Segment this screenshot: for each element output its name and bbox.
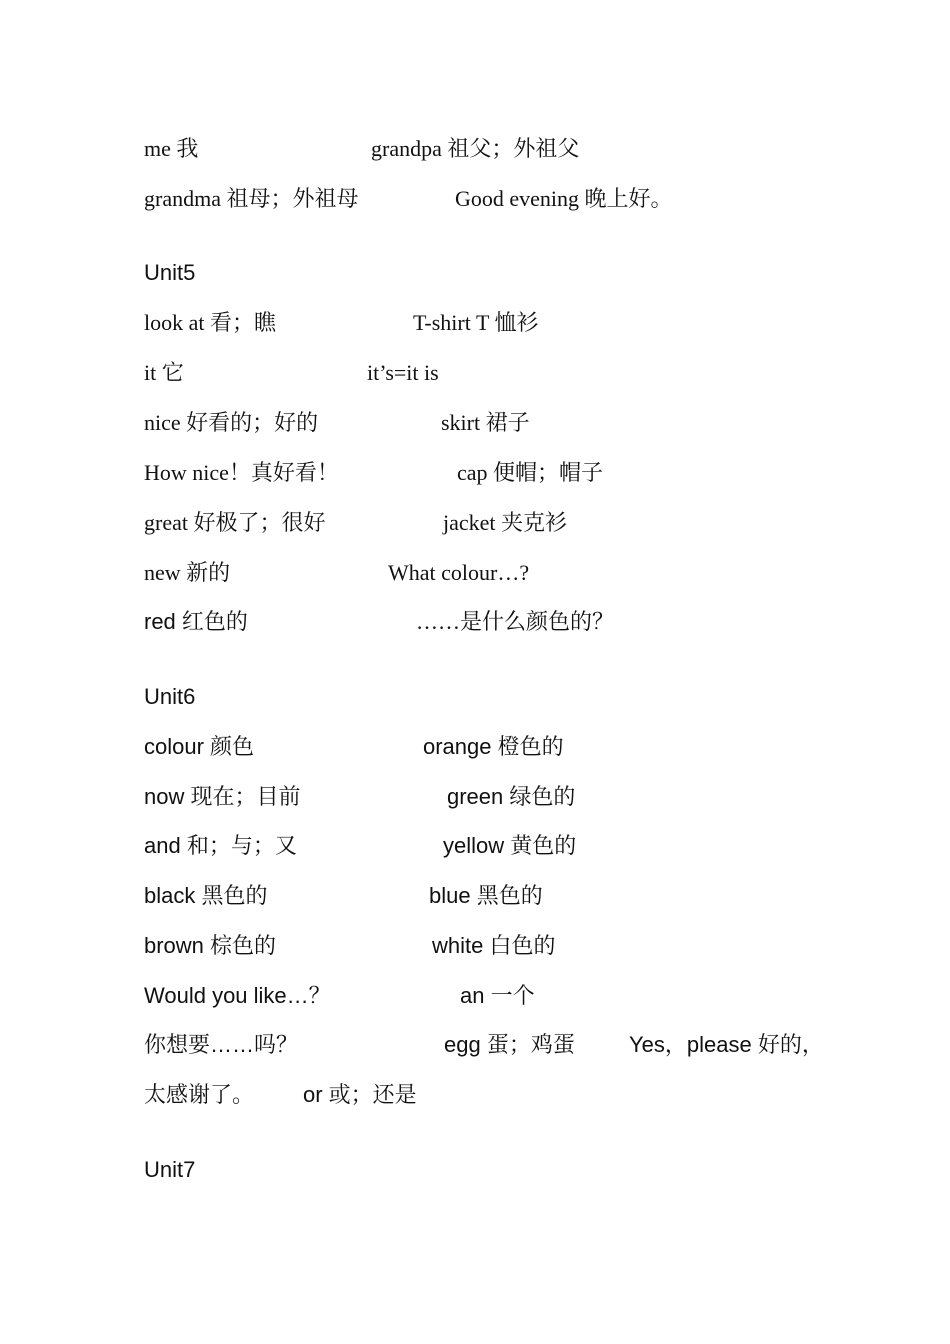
vocab-what-colour: What colour…? [388, 560, 530, 585]
vocab-brown: brown 棕色的 [144, 933, 277, 958]
vocab-me: me 我 [144, 136, 199, 161]
vocab-would-you-like-meaning: 你想要……吗？ [144, 1032, 299, 1057]
vocab-grandpa: grandpa 祖父；外祖父 [371, 136, 580, 161]
vocab-good-evening: Good evening 晚上好。 [455, 186, 673, 211]
vocab-or: or 或；还是 [303, 1082, 417, 1107]
vocab-grandma: grandma 祖母；外祖母 [144, 186, 359, 211]
vocab-cap: cap 便帽；帽子 [457, 460, 604, 485]
vocab-white: white 白色的 [432, 933, 556, 958]
unit5-heading: Unit5 [144, 260, 196, 285]
vocab-skirt: skirt 裙子 [441, 410, 530, 435]
vocab-look-at: look at 看；瞧 [144, 310, 276, 335]
vocab-great: great 好极了；很好 [144, 510, 326, 535]
vocab-what-colour-meaning: ……是什么颜色的？ [416, 609, 615, 634]
vocab-egg: egg 蛋；鸡蛋 [444, 1032, 575, 1057]
vocab-colour: colour 颜色 [144, 734, 255, 759]
vocab-nice: nice 好看的；好的 [144, 410, 319, 435]
vocab-now: now 现在；目前 [144, 784, 301, 809]
vocab-orange: orange 橙色的 [423, 734, 564, 759]
vocab-yes-please-meaning: 太感谢了。 [144, 1082, 255, 1107]
vocab-its: it’s=it is [367, 360, 439, 385]
vocab-yellow: yellow 黄色的 [443, 833, 577, 858]
unit7-heading: Unit7 [144, 1157, 196, 1182]
vocab-would-you-like: Would you like…？ [144, 983, 331, 1008]
unit6-heading: Unit6 [144, 684, 196, 709]
vocab-green: green 绿色的 [447, 784, 576, 809]
vocab-black: black 黑色的 [144, 883, 268, 908]
vocab-new: new 新的 [144, 560, 231, 585]
vocab-blue: blue 黑色的 [429, 883, 543, 908]
vocab-red: red 红色的 [144, 609, 248, 634]
vocab-it: it 它 [144, 360, 184, 385]
vocab-t-shirt: T-shirt T 恤衫 [413, 310, 539, 335]
vocab-an: an 一个 [460, 983, 535, 1008]
vocab-yes-please: Yes，please 好的， [629, 1032, 824, 1057]
vocab-jacket: jacket 夹克衫 [443, 510, 568, 535]
vocab-and: and 和；与；又 [144, 833, 297, 858]
vocab-how-nice: How nice！真好看！ [144, 460, 339, 485]
